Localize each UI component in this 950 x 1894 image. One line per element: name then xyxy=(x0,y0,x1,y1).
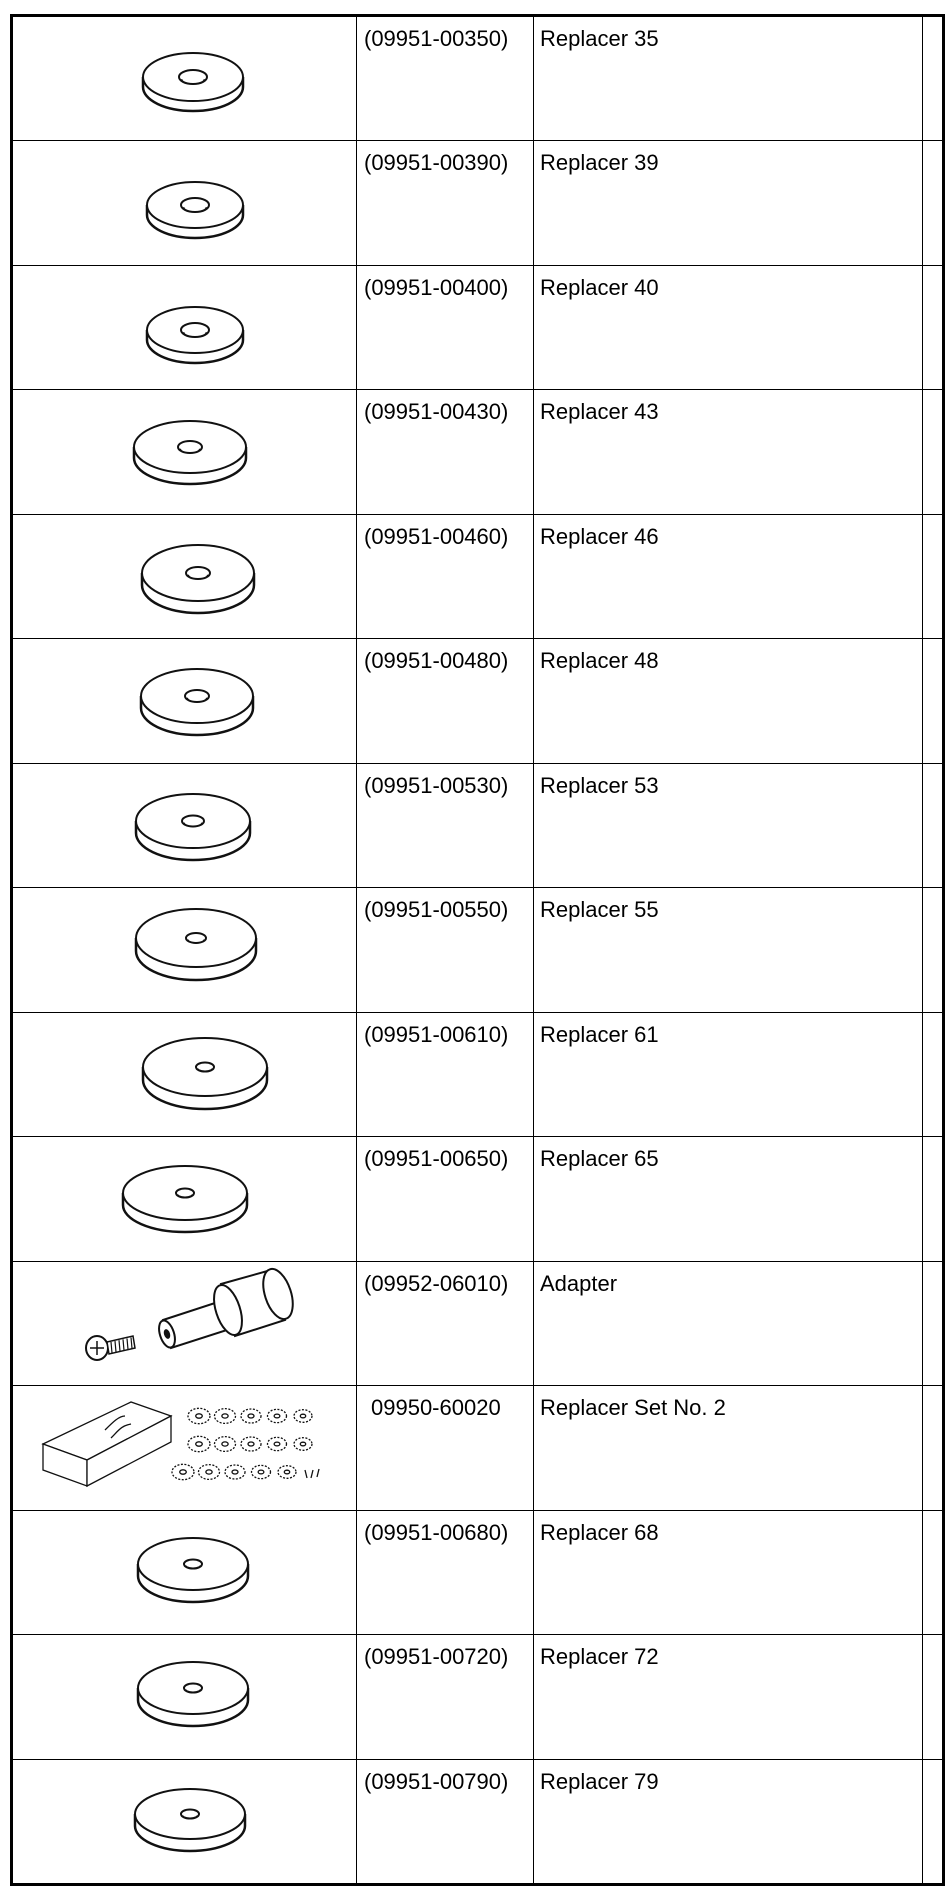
table-row xyxy=(12,888,944,1013)
tool-name-cell xyxy=(534,1261,923,1386)
tool-name-cell xyxy=(534,1012,923,1137)
table-row xyxy=(12,514,944,639)
part-number-cell xyxy=(357,141,534,266)
tool-name: Replacer 65 xyxy=(540,1146,659,1171)
illustration-cell xyxy=(12,763,357,888)
blank-cell xyxy=(923,639,944,764)
part-number: 09950-60020 xyxy=(371,1395,501,1420)
blank-cell xyxy=(923,763,944,888)
blank-cell xyxy=(923,265,944,390)
tool-name-cell xyxy=(534,888,923,1013)
replacer-set-box-icon xyxy=(13,1386,356,1509)
part-number: (09952-06010) xyxy=(364,1270,509,1296)
replacer-ring-icon xyxy=(13,1511,356,1634)
table-row xyxy=(12,390,944,515)
blank-cell xyxy=(923,141,944,266)
tool-name: Adapter xyxy=(540,1270,618,1296)
part-number-cell xyxy=(357,1635,534,1760)
blank-cell xyxy=(923,1386,944,1511)
part-number: (09951-00610) xyxy=(364,1021,509,1047)
table-row xyxy=(12,639,944,764)
illustration-cell xyxy=(12,1137,357,1262)
tool-name: Replacer Set No. 2 xyxy=(540,1395,726,1420)
part-number-cell xyxy=(357,1386,534,1511)
illustration-cell xyxy=(12,390,357,515)
replacer-ring-icon xyxy=(13,1760,356,1883)
illustration-cell xyxy=(12,141,357,266)
part-number-cell xyxy=(357,1759,534,1884)
part-number: (09951-00790) xyxy=(364,1768,509,1794)
part-number-cell xyxy=(357,1012,534,1137)
table-row xyxy=(12,1510,944,1635)
replacer-ring-icon xyxy=(13,390,356,513)
blank-cell xyxy=(923,1635,944,1760)
tool-name: Replacer 40 xyxy=(540,274,659,300)
tool-name: Replacer 39 xyxy=(540,150,659,175)
illustration-cell xyxy=(12,265,357,390)
tool-name: Replacer 55 xyxy=(540,897,659,922)
part-number: (09951-00430) xyxy=(364,399,509,424)
part-number-cell xyxy=(357,639,534,764)
part-number-cell xyxy=(357,763,534,888)
table-row xyxy=(12,1137,944,1262)
illustration-cell xyxy=(12,639,357,764)
tool-name: Replacer 46 xyxy=(540,523,659,549)
part-number: (09951-00550) xyxy=(364,897,509,922)
replacer-ring-icon xyxy=(13,639,356,762)
table-row xyxy=(12,141,944,266)
tool-name: Replacer 72 xyxy=(540,1644,659,1669)
replacer-ring-icon xyxy=(13,515,356,638)
replacer-ring-icon xyxy=(13,1013,356,1136)
illustration-cell xyxy=(12,1386,357,1511)
part-number: (09951-00400) xyxy=(364,274,509,300)
table-row xyxy=(12,1261,944,1386)
tool-name-cell xyxy=(534,639,923,764)
replacer-ring-icon xyxy=(13,17,356,140)
table-row xyxy=(12,265,944,390)
part-number: (09951-00350) xyxy=(364,26,509,51)
tool-name-cell xyxy=(534,1759,923,1884)
blank-cell xyxy=(923,1137,944,1262)
blank-cell xyxy=(923,1012,944,1137)
part-number-cell xyxy=(357,514,534,639)
tool-name-cell xyxy=(534,16,923,141)
tool-name: Replacer 79 xyxy=(540,1768,659,1794)
table-row xyxy=(12,1635,944,1760)
illustration-cell xyxy=(12,1261,357,1386)
part-number: (09951-00650) xyxy=(364,1146,509,1171)
part-number: (09951-00390) xyxy=(364,150,509,175)
tool-name: Replacer 68 xyxy=(540,1519,659,1545)
blank-cell xyxy=(923,888,944,1013)
blank-cell xyxy=(923,1261,944,1386)
tool-name-cell xyxy=(534,1635,923,1760)
special-tools-table xyxy=(10,14,945,1886)
tools-table-body xyxy=(12,16,944,1885)
blank-cell xyxy=(923,514,944,639)
part-number-cell xyxy=(357,265,534,390)
table-row xyxy=(12,763,944,888)
part-number: (09951-00460) xyxy=(364,523,509,549)
tool-name-cell xyxy=(534,1386,923,1511)
part-number-cell xyxy=(357,888,534,1013)
table-row xyxy=(12,1386,944,1511)
tool-name-cell xyxy=(534,1137,923,1262)
part-number-cell xyxy=(357,1261,534,1386)
part-number-cell xyxy=(357,16,534,141)
illustration-cell xyxy=(12,514,357,639)
replacer-ring-icon xyxy=(13,1137,356,1260)
part-number-cell xyxy=(357,390,534,515)
illustration-cell xyxy=(12,1635,357,1760)
blank-cell xyxy=(923,1759,944,1884)
illustration-cell xyxy=(12,888,357,1013)
tool-name-cell xyxy=(534,514,923,639)
tool-name: Replacer 35 xyxy=(540,26,659,51)
table-row xyxy=(12,1759,944,1884)
illustration-cell xyxy=(12,1012,357,1137)
adapter-bolt-icon xyxy=(13,1262,356,1385)
table-row xyxy=(12,1012,944,1137)
tool-name-cell xyxy=(534,390,923,515)
part-number: (09951-00720) xyxy=(364,1644,509,1669)
replacer-ring-icon xyxy=(13,764,356,887)
part-number-cell xyxy=(357,1510,534,1635)
part-number-cell xyxy=(357,1137,534,1262)
tool-name: Replacer 48 xyxy=(540,648,659,673)
part-number: (09951-00530) xyxy=(364,772,509,798)
tool-name: Replacer 53 xyxy=(540,772,659,798)
blank-cell xyxy=(923,16,944,141)
replacer-ring-icon xyxy=(13,266,356,389)
illustration-cell xyxy=(12,16,357,141)
part-number: (09951-00480) xyxy=(364,648,509,673)
illustration-cell xyxy=(12,1510,357,1635)
tool-name-cell xyxy=(534,141,923,266)
replacer-ring-icon xyxy=(13,1635,356,1758)
table-row xyxy=(12,16,944,141)
illustration-cell xyxy=(12,1759,357,1884)
tool-name-cell xyxy=(534,763,923,888)
tool-name-cell xyxy=(534,1510,923,1635)
tool-name: Replacer 61 xyxy=(540,1021,659,1047)
tool-name-cell xyxy=(534,265,923,390)
replacer-ring-icon xyxy=(13,888,356,1011)
blank-cell xyxy=(923,1510,944,1635)
part-number: (09951-00680) xyxy=(364,1519,509,1545)
tool-name: Replacer 43 xyxy=(540,399,659,424)
blank-cell xyxy=(923,390,944,515)
replacer-ring-icon xyxy=(13,141,356,264)
